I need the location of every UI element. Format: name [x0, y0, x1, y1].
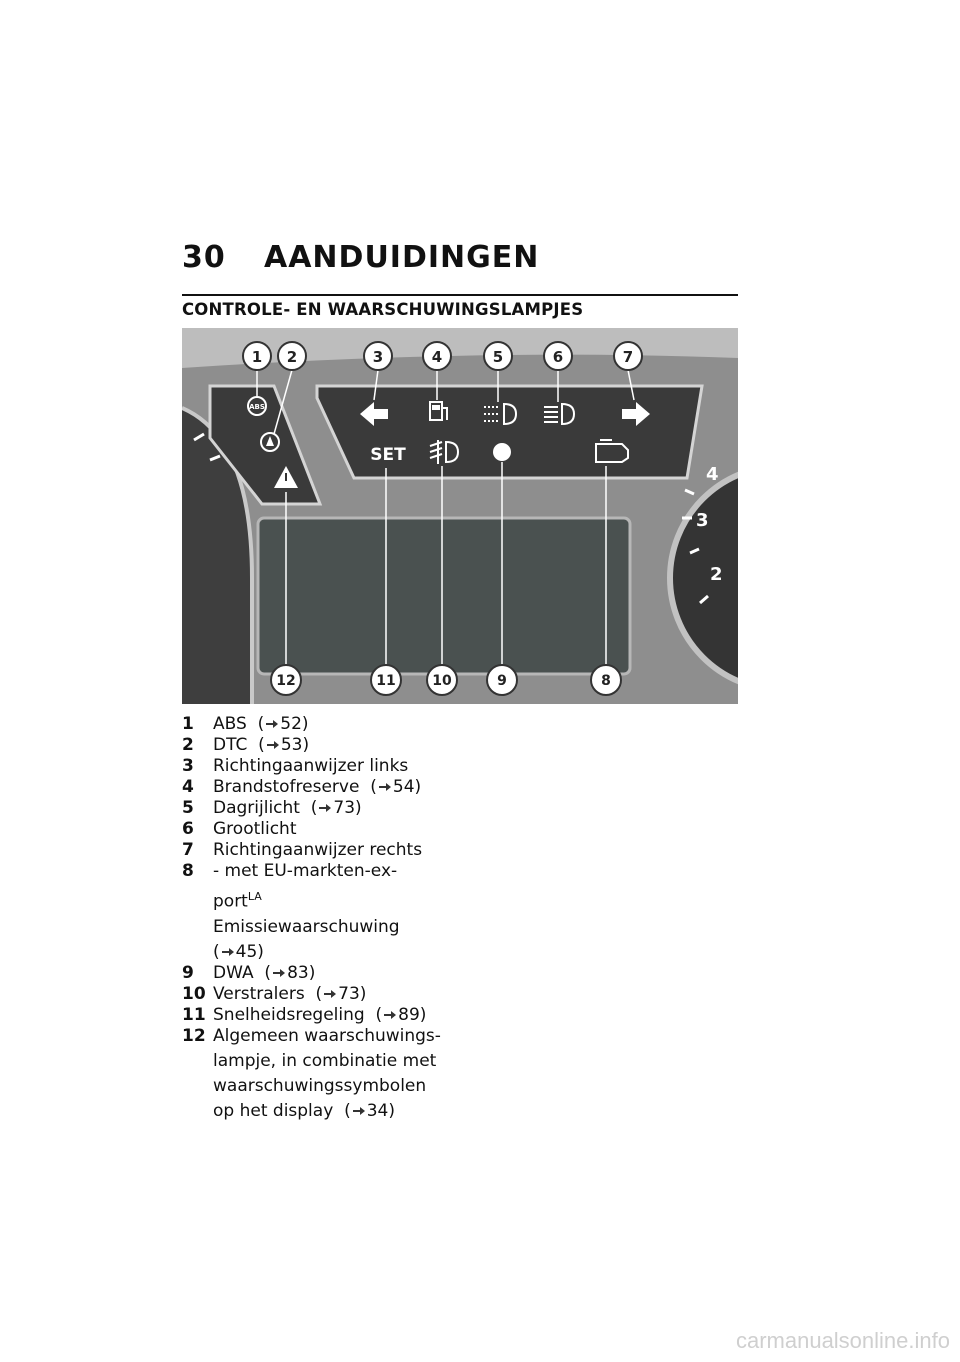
header-rule: [182, 294, 738, 296]
list-item: [182, 840, 482, 861]
list-item: [182, 756, 482, 777]
legend-list: [182, 714, 482, 1122]
page-ref[interactable]: 52): [280, 714, 309, 734]
gauge-number-3: 3: [696, 510, 709, 531]
legend-text: Algemeen waarschuwings-: [213, 1025, 441, 1046]
legend-text: Brandstofreserve: [213, 777, 360, 797]
legend-text: ABS: [213, 714, 247, 734]
page-ref-arrow-icon: [384, 1011, 396, 1019]
instrument-cluster-figure: [182, 328, 738, 704]
page-ref[interactable]: 54): [392, 777, 422, 797]
cruise-control-set-icon: SET: [370, 445, 406, 465]
page-ref[interactable]: 89): [398, 1004, 427, 1025]
legend-text: - met EU-markten-ex-: [213, 861, 398, 881]
legend-number: 6: [182, 819, 194, 839]
page-ref-arrow-icon: [319, 804, 331, 812]
page-ref[interactable]: 45): [235, 941, 264, 962]
callout-7: 7: [622, 348, 634, 366]
list-item: 9 DWA ( 83): [182, 962, 316, 983]
callout-1: 1: [251, 348, 263, 366]
legend-number: 7: [182, 840, 194, 860]
page-ref[interactable]: 53): [280, 735, 310, 755]
dwa-alarm-icon: [493, 443, 511, 461]
page-ref-arrow-icon: [267, 741, 279, 749]
legend-text: Verstralers: [213, 983, 305, 1004]
page-ref[interactable]: 73): [338, 983, 367, 1004]
list-item: 4 Brandstofreserve ( 54): [182, 777, 422, 797]
page-ref-arrow-icon: [222, 948, 234, 956]
legend-number: 9: [182, 962, 194, 983]
legend-number: 2: [182, 735, 194, 755]
chapter-title: AANDUIDINGEN: [264, 240, 540, 275]
market-superscript: LA: [247, 890, 262, 903]
list-item: [182, 819, 482, 840]
legend-text: Richtingaanwijzer links: [213, 756, 409, 776]
list-item: 5 Dagrijlicht ( 73): [182, 798, 362, 818]
legend-number: 8: [182, 861, 194, 881]
legend-number: 1: [182, 714, 194, 734]
callout-9: 9: [497, 673, 507, 689]
watermark: carmanualsonline.info: [735, 1328, 950, 1353]
list-item: 10 Verstralers ( 73): [182, 983, 367, 1004]
callout-3: 3: [372, 348, 384, 366]
page-number: 30: [182, 240, 226, 275]
callout-8: 8: [601, 673, 611, 689]
list-item: 1 ABS ( 52): [182, 714, 309, 734]
page-ref-arrow-icon: [266, 720, 278, 728]
list-item: [182, 1026, 482, 1047]
callout-2: 2: [286, 348, 298, 366]
legend-text: DTC: [213, 735, 248, 755]
legend-number: 3: [182, 756, 194, 776]
list-item: 2 DTC ( 53): [182, 735, 310, 755]
legend-text: Snelheidsregeling: [213, 1004, 365, 1025]
legend-continuation: Emissiewaarschuwing: [213, 916, 400, 937]
legend-number: 4: [182, 777, 194, 797]
callout-12: 12: [276, 673, 296, 689]
list-item: [182, 861, 482, 882]
legend-number: 12: [182, 1025, 206, 1046]
legend-number: 11: [182, 1004, 206, 1025]
callout-10: 10: [432, 673, 452, 689]
page-ref[interactable]: 83): [287, 962, 316, 983]
callout-4: 4: [431, 348, 443, 366]
legend-text: Richtingaanwijzer rechts: [213, 840, 423, 860]
page-ref-arrow-icon: [273, 969, 285, 977]
callout-11: 11: [376, 673, 396, 689]
legend-continuation: lampje, in combinatie met: [213, 1050, 437, 1071]
gauge-number-4: 4: [706, 464, 719, 485]
legend-number: 10: [182, 983, 206, 1004]
page-ref-arrow-icon: [324, 990, 336, 998]
legend-continuation: port$^{LA}$: [213, 890, 262, 912]
page-ref-arrow-icon: [379, 783, 391, 791]
page-ref[interactable]: 73): [333, 798, 362, 818]
section-title: CONTROLE- EN WAARSCHUWINGSLAMPJES: [182, 300, 584, 319]
legend-text: Dagrijlicht: [213, 798, 300, 818]
page-ref-arrow-icon: [353, 1107, 365, 1115]
legend-text: DWA: [213, 962, 254, 983]
page-ref[interactable]: 34): [366, 1100, 395, 1121]
legend-continuation: op het display ( 34): [213, 1100, 395, 1121]
legend-continuation: waarschuwingssymbolen: [213, 1075, 427, 1096]
callout-5: 5: [492, 348, 504, 366]
legend-continuation: ( 45): [213, 941, 264, 962]
list-item: 11 Snelheidsregeling ( 89): [182, 1004, 427, 1025]
legend-number: 5: [182, 798, 194, 818]
callout-6: 6: [552, 348, 564, 366]
gauge-number-2: 2: [710, 564, 723, 585]
legend-text: Grootlicht: [213, 819, 297, 839]
abs-lamp-text: ABS: [249, 403, 265, 411]
